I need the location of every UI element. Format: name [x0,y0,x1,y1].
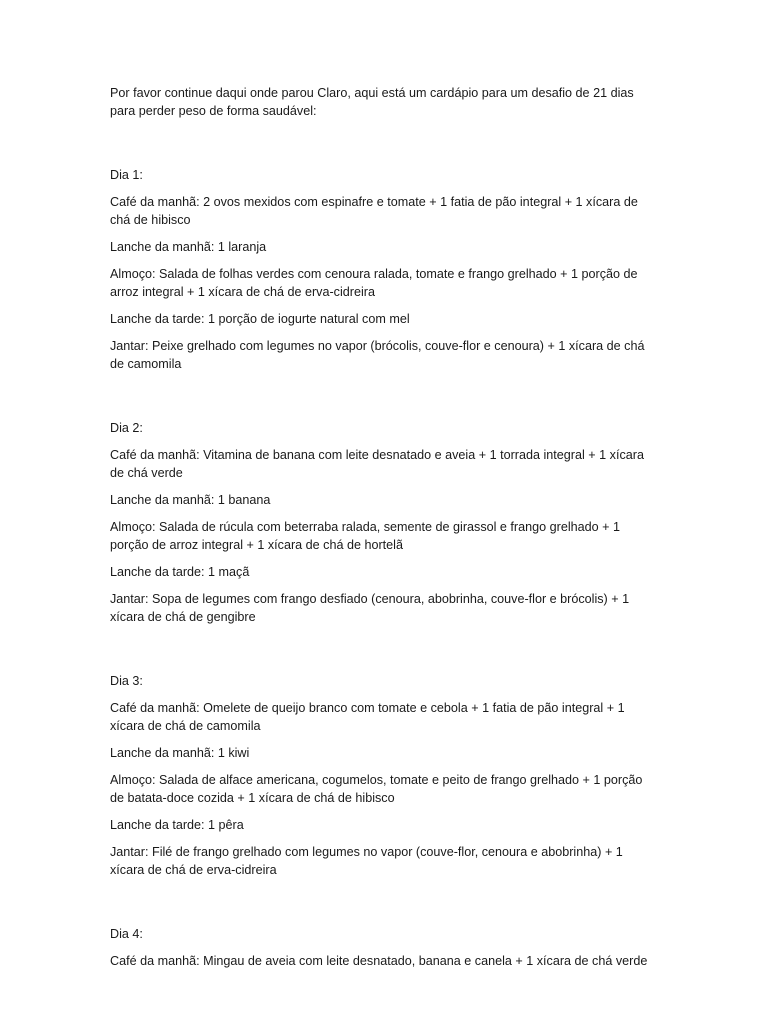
meal-breakfast: Café da manhã: Mingau de aveia com leite desnatado, banana e canela + 1 xícara de chá verde [110,954,648,968]
meal-dinner: Jantar: Sopa de legumes com frango desfiado (cenoura, abobrinha, couve-flor e brócolis) + 1 xícara de chá de gengibre [110,592,630,624]
meal-morning-snack: Lanche da manhã: 1 kiwi [110,746,250,760]
day-4-section [110,925,658,970]
day-2-section [110,419,658,626]
meal-lunch: Almoço: Salada de folhas verdes com cenoura ralada, tomate e frango grelhado + 1 porção de arroz integral + 1 xícara de chá de erva-cidreira [110,267,638,299]
document-page [110,84,658,970]
meal-afternoon-snack: Lanche da tarde: 1 porção de iogurte natural com mel [110,312,410,326]
day-title: Dia 3: [110,674,143,688]
meal-dinner: Jantar: Peixe grelhado com legumes no vapor (brócolis, couve-flor e cenoura) + 1 xícara de chá de camomila [110,339,645,371]
meal-dinner: Jantar: Filé de frango grelhado com legumes no vapor (couve-flor, cenoura e abobrinha) + 1 xícara de chá de erva-cidreira [110,845,623,877]
meal-afternoon-snack: Lanche da tarde: 1 pêra [110,818,244,832]
day-title: Dia 2: [110,421,143,435]
meal-breakfast: Café da manhã: Vitamina de banana com leite desnatado e aveia + 1 torrada integral + 1 xícara de chá verde [110,448,644,480]
meal-breakfast: Café da manhã: Omelete de queijo branco com tomate e cebola + 1 fatia de pão integral + 1 xícara de chá de camomila [110,701,625,733]
meal-afternoon-snack: Lanche da tarde: 1 maçã [110,565,250,579]
day-1-section [110,166,658,373]
day-title: Dia 1: [110,168,143,182]
meal-lunch: Almoço: Salada de alface americana, cogumelos, tomate e peito de frango grelhado + 1 porção de batata-doce cozida + 1 xícara de chá de hibisco [110,773,643,805]
meal-breakfast: Café da manhã: 2 ovos mexidos com espinafre e tomate + 1 fatia de pão integral + 1 xícara de chá de hibisco [110,195,638,227]
meal-morning-snack: Lanche da manhã: 1 laranja [110,240,267,254]
day-3-section [110,672,658,879]
meal-lunch: Almoço: Salada de rúcula com beterraba ralada, semente de girassol e frango grelhado + 1 porção de arroz integral + 1 xícara de chá de hortelã [110,520,621,552]
meal-morning-snack: Lanche da manhã: 1 banana [110,493,271,507]
intro-paragraph: Por favor continue daqui onde parou Claro, aqui está um cardápio para um desafio de 21 dias para perder peso de forma saudável: [110,86,634,118]
day-title: Dia 4: [110,927,143,941]
